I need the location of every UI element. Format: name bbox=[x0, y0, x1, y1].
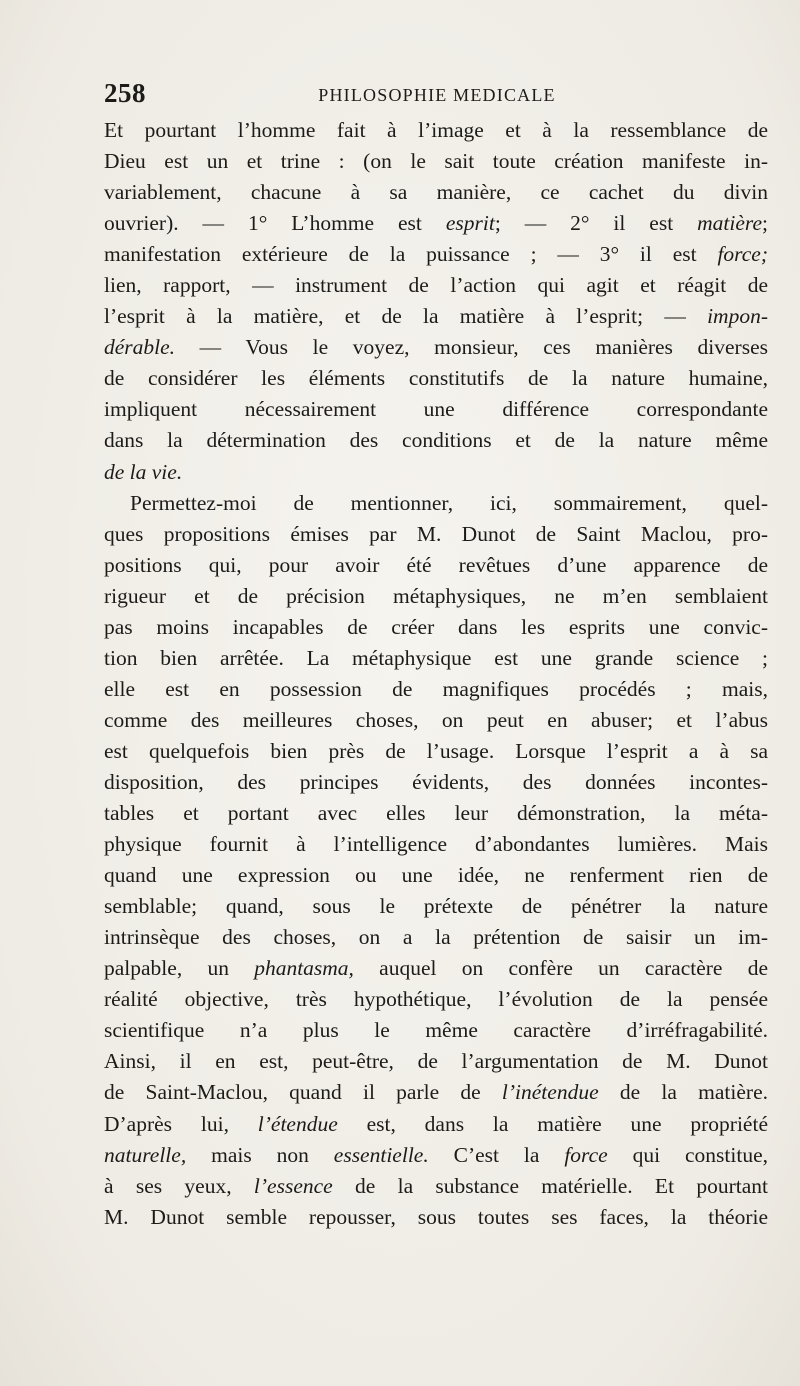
page-number: 258 bbox=[104, 78, 146, 108]
text-line bbox=[104, 270, 768, 301]
text-span: semblable; quand, sous le prétexte de pénétrer la nature bbox=[104, 894, 768, 919]
italic-text: l’essence bbox=[253, 1173, 333, 1198]
text-span: impliquent nécessairement une différence correspondante bbox=[104, 397, 768, 422]
italic-text: dérable. bbox=[104, 335, 176, 360]
text-span: D’après lui, bbox=[104, 1111, 258, 1136]
text-line bbox=[104, 208, 768, 239]
italic-text: de la vie. bbox=[104, 459, 183, 484]
text-line bbox=[104, 394, 768, 425]
italic-text: matière bbox=[697, 211, 763, 236]
italic-text: essentielle. bbox=[333, 1142, 429, 1167]
text-span: elle est en possession de magnifiques procédés ; mais, bbox=[104, 676, 768, 701]
text-line bbox=[104, 736, 768, 767]
text-span: Ainsi, il en est, peut-être, de l’argumentation de M. Dunot bbox=[104, 1049, 768, 1074]
italic-text: force; bbox=[717, 242, 768, 267]
text-span: de la substance matérielle. Et pourtant bbox=[332, 1173, 768, 1198]
text-span: Dieu est un et trine : (on le sait toute création manifeste in- bbox=[104, 149, 768, 174]
text-line bbox=[104, 457, 768, 488]
text-line bbox=[104, 581, 768, 612]
text-span: qui constitue, bbox=[607, 1142, 768, 1167]
text-line bbox=[104, 674, 768, 705]
text-span: ques propositions émises par M. Dunot de Saint Maclou, pro- bbox=[104, 521, 768, 546]
text-line bbox=[104, 301, 768, 332]
text-span: pas moins incapables de créer dans les esprits une convic- bbox=[104, 614, 768, 639]
text-line bbox=[104, 643, 768, 674]
text-span: de considérer les éléments constitutifs de la nature humaine, bbox=[104, 366, 768, 391]
running-title: PHILOSOPHIE MEDICALE bbox=[318, 85, 556, 105]
text-line bbox=[104, 984, 768, 1015]
text-span: tion bien arrêtée. La métaphysique est une grande science ; bbox=[104, 645, 768, 670]
text-line bbox=[104, 1077, 768, 1108]
text-line bbox=[104, 1109, 768, 1140]
text-line bbox=[104, 519, 768, 550]
text-span: tables et portant avec elles leur démonstration, la méta- bbox=[104, 801, 768, 826]
text-line bbox=[104, 891, 768, 922]
text-line bbox=[104, 1171, 768, 1202]
text-span: est quelquefois bien près de l’usage. Lorsque l’esprit a à sa bbox=[104, 738, 768, 763]
text-span: mais non bbox=[186, 1142, 334, 1167]
text-line bbox=[104, 705, 768, 736]
text-line bbox=[104, 1140, 768, 1171]
text-line bbox=[104, 239, 768, 270]
text-span: ouvrier). — 1° L’homme est bbox=[104, 211, 446, 236]
text-line bbox=[104, 1046, 768, 1077]
text-span: — Vous le voyez, monsieur, ces manières diverses bbox=[175, 335, 768, 360]
text-line bbox=[104, 798, 768, 829]
text-span: auquel on confère un caractère de bbox=[353, 956, 768, 981]
text-span: à ses yeux, bbox=[104, 1173, 254, 1198]
text-line bbox=[104, 425, 768, 456]
italic-text: naturelle, bbox=[104, 1142, 187, 1167]
text-line bbox=[104, 332, 768, 363]
text-span: physique fournit à l’intelligence d’abondantes lumières. Mais bbox=[104, 832, 768, 857]
text-span: dans la détermination des conditions et de la nature même bbox=[104, 428, 768, 453]
text-span: variablement, chacune à sa manière, ce cachet du divin bbox=[104, 180, 768, 205]
text-span: lien, rapport, — instrument de l’action qui agit et réagit de bbox=[104, 273, 768, 298]
italic-text: force bbox=[564, 1142, 608, 1167]
text-line bbox=[104, 612, 768, 643]
text-span: intrinsèque des choses, on a la prétention de saisir un im- bbox=[104, 925, 768, 950]
text-line bbox=[104, 829, 768, 860]
text-line bbox=[104, 1202, 768, 1233]
text-line bbox=[104, 860, 768, 891]
text-span: palpable, un bbox=[104, 956, 255, 981]
text-span: Permettez-moi de mentionner, ici, sommairement, quel- bbox=[130, 490, 768, 515]
text-span: rigueur et de précision métaphysiques, ne m’en semblaient bbox=[104, 583, 768, 608]
text-span: scientifique n’a plus le même caractère d’irréfragabilité. bbox=[104, 1018, 768, 1043]
italic-text: l’inétendue bbox=[501, 1080, 599, 1105]
body-text bbox=[104, 115, 768, 1233]
text-line bbox=[104, 953, 768, 984]
text-span: disposition, des principes évidents, des données incontes- bbox=[104, 769, 768, 794]
text-line bbox=[104, 115, 768, 146]
text-line bbox=[104, 1015, 768, 1046]
text-span: comme des meilleures choses, on peut en abuser; et l’abus bbox=[104, 707, 768, 732]
text-line bbox=[104, 363, 768, 394]
text-span: de Saint-Maclou, quand il parle de bbox=[104, 1080, 502, 1105]
text-span: ; — 2° il est bbox=[494, 211, 698, 236]
text-line bbox=[104, 550, 768, 581]
text-span: positions qui, pour avoir été revêtues d’une apparence de bbox=[104, 552, 768, 577]
text-span: réalité objective, très hypothétique, l’évolution de la pensée bbox=[104, 987, 768, 1012]
text-line bbox=[104, 922, 768, 953]
text-span: C’est la bbox=[428, 1142, 565, 1167]
text-span: M. Dunot semble repousser, sous toutes ses faces, la théorie bbox=[104, 1204, 768, 1229]
text-span: est, dans la matière une propriété bbox=[337, 1111, 768, 1136]
text-span: l’esprit à la matière, et de la matière à l’esprit; — bbox=[104, 304, 708, 329]
italic-text: esprit bbox=[445, 211, 495, 236]
text-span: Et pourtant l’homme fait à l’image et à la ressemblance de bbox=[104, 118, 768, 142]
text-span: ; bbox=[762, 211, 768, 236]
text-span: manifestation extérieure de la puissance ; — 3° il est bbox=[104, 242, 718, 267]
text-line bbox=[104, 177, 768, 208]
text-line bbox=[104, 767, 768, 798]
running-head bbox=[104, 78, 764, 112]
italic-text: l’étendue bbox=[257, 1111, 338, 1136]
text-span: de la matière. bbox=[598, 1080, 768, 1105]
text-line bbox=[104, 488, 768, 519]
text-line bbox=[104, 146, 768, 177]
italic-text: impon- bbox=[707, 304, 768, 329]
italic-text: phantasma, bbox=[254, 956, 354, 981]
text-span: quand une expression ou une idée, ne renferment rien de bbox=[104, 863, 768, 888]
